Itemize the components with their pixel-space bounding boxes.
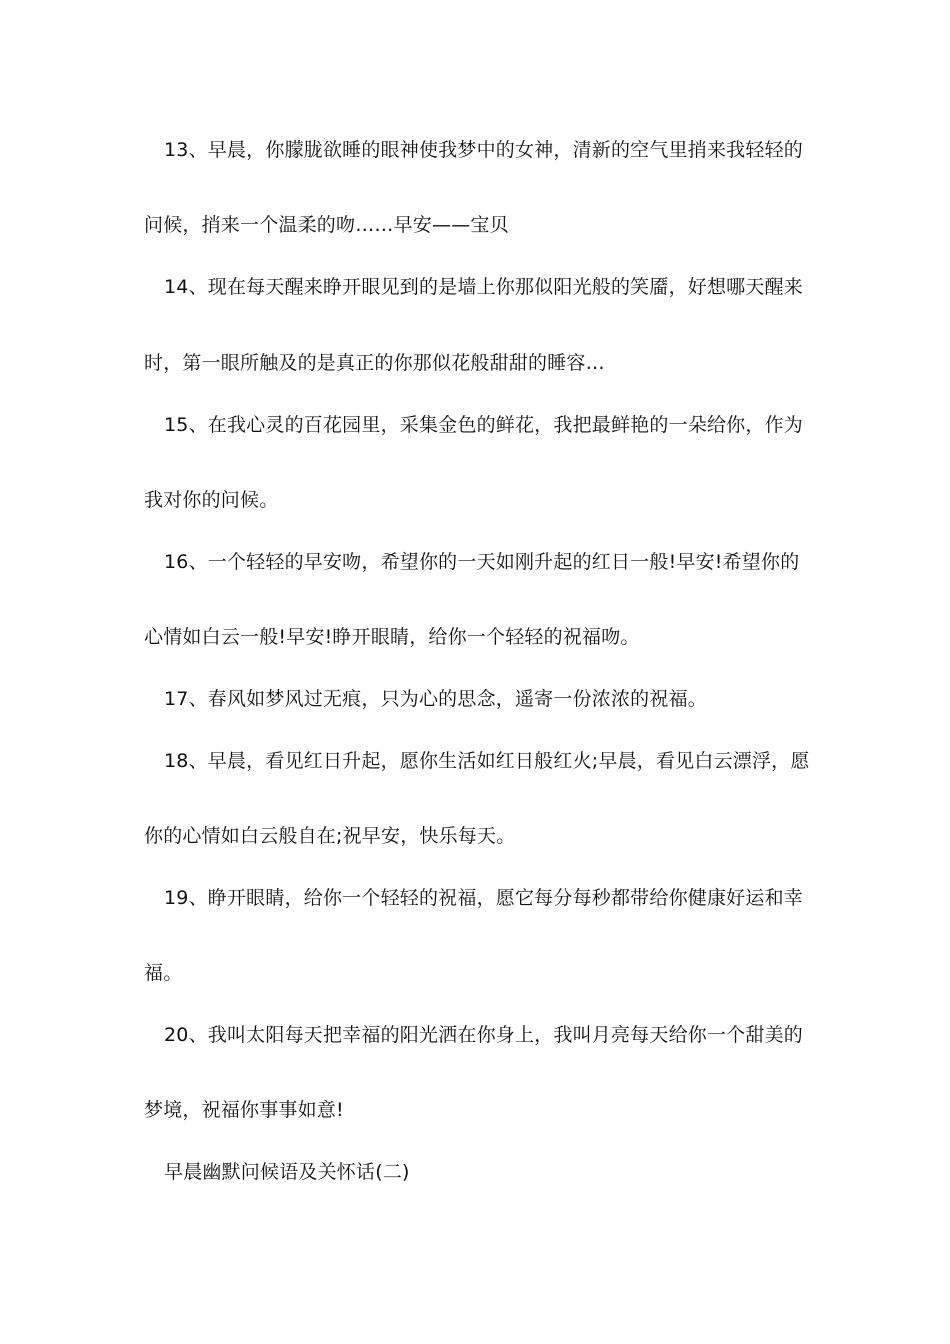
paragraph-14-line-2: 时，第一眼所触及的是真正的你那似花般甜甜的睡容… [144,352,605,374]
section-heading: 早晨幽默问候语及关怀话(二) [164,1161,410,1183]
paragraph-20-line-1: 20、我叫太阳每天把幸福的阳光洒在你身上，我叫月亮每天给你一个甜美的 [164,1024,803,1046]
paragraph-13-line-1: 13、早晨，你朦胧欲睡的眼神使我梦中的女神，清新的空气里捎来我轻轻的 [164,139,803,161]
paragraph-17-line-1: 17、春风如梦风过无痕，只为心的思念，遥寄一份浓浓的祝福。 [164,688,707,710]
paragraph-14-line-1: 14、现在每天醒来睁开眼见到的是墙上你那似阳光般的笑靥，好想哪天醒来 [164,276,803,298]
paragraph-15-line-1: 15、在我心灵的百花园里，采集金色的鲜花，我把最鲜艳的一朵给你，作为 [164,414,803,436]
paragraph-19-line-1: 19、睁开眼睛，给你一个轻轻的祝福，愿它每分每秒都带给你健康好运和幸 [164,887,803,909]
paragraph-16-line-1: 16、一个轻轻的早安吻，希望你的一天如刚升起的红日一般!早安!希望你的 [164,551,800,573]
paragraph-20-line-2: 梦境，祝福你事事如意! [144,1099,344,1121]
paragraph-19-line-2: 福。 [144,962,183,984]
paragraph-18-line-1: 18、早晨，看见红日升起，愿你生活如红日般红火;早晨，看见白云漂浮，愿 [164,750,810,772]
paragraph-15-line-2: 我对你的问候。 [144,489,279,511]
paragraph-16-line-2: 心情如白云一般!早安!睁开眼睛，给你一个轻轻的祝福吻。 [144,626,640,648]
paragraph-18-line-2: 你的心情如白云般自在;祝早安，快乐每天。 [144,825,516,847]
paragraph-13-line-2: 问候，捎来一个温柔的吻……早安——宝贝 [144,214,509,236]
